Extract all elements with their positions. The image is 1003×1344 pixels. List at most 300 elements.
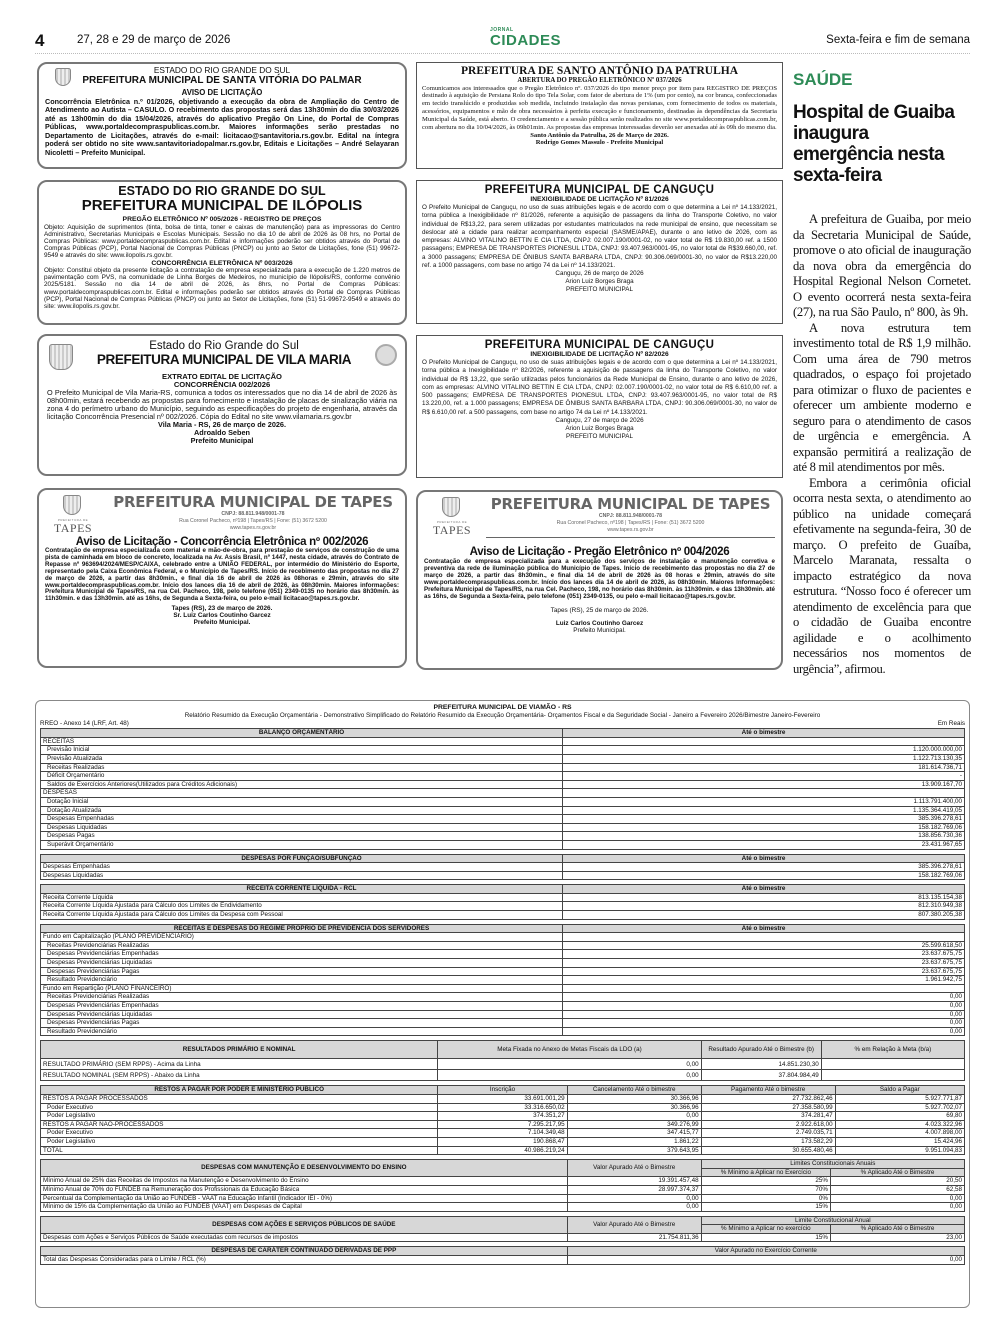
table-cell: 0,00 [563, 1019, 965, 1028]
news-article [793, 70, 971, 677]
table-cell: Resultado Previdenciário [41, 976, 563, 985]
table-cell: 37.804.984,49 [701, 1070, 821, 1081]
newspaper-logo [490, 27, 580, 49]
table-cell: 0,00 [438, 1059, 701, 1070]
table-cell: Mínimo de 15% da Complementação da União ao FUNDEB (VAAT) em Despesas de Capital [41, 1203, 568, 1212]
article-body [793, 212, 971, 677]
coat-of-arms-icon [55, 68, 71, 86]
section-kicker: SAÚDE [793, 70, 853, 89]
ad-title: PREFEITURA MUNICIPAL DE TAPES [113, 493, 393, 511]
table-row [41, 933, 965, 942]
logo-text: TAPES [432, 523, 472, 537]
table-cell: 13.909.167,70 [563, 780, 965, 789]
edition-date: 27, 28 e 29 de março de 2026 [77, 34, 231, 46]
table-cell: 33.316.650,02 [438, 1103, 567, 1112]
table-cell: 379.643,95 [567, 1146, 701, 1155]
ad-site: www.tapes.rs.gov.br [607, 527, 654, 533]
table-cell: 15% [701, 1203, 830, 1212]
report-title: PREFEITURA MUNICIPAL DE VIAMÃO - RS [433, 704, 572, 711]
table-row [41, 967, 965, 976]
table-cell: Poder Legislativo [41, 1112, 438, 1121]
ad-heading: Aviso de Licitação - Pregão Eletrônico nº 004/2026 [469, 546, 730, 558]
table-cell [563, 933, 965, 942]
ad-body: Contratação de empresa especializada para a execução dos serviços de instalação e manutenção corretiva e preventiva da rede de iluminação pública do Município de Tapes. Início de recebimento das propostas no dia 27 de março de 2026, a partir das 8h30min., e final dia 14 de abril de 2026 às 08 horas e 29min, através do site www.portaldecompraspublicas.com.br. Início dos lances dia 14 de abril de 2026, às 08h30min. Maiores Informações: Prefeitura Municipal de Tapes/RS, na rua Cel. Pacheco, 198, no horário das 8h30min. às 11h30min. e das 13h30min. até as 16hs, de Segunda a Sexta-feira, pelo telefone (051) 2349-0135, ou pelo e-mail licitacao@tapes.rs.gov.br. [424, 558, 775, 601]
table-row [41, 1002, 965, 1011]
table-row [41, 806, 965, 815]
table-cell: 7.295.217,95 [438, 1120, 567, 1129]
column-header: Até o bimestre [563, 924, 965, 933]
ad-signer: Rodrigo Gomes Massulo - Prefeito Municipal [535, 139, 664, 147]
seal-icon [375, 344, 397, 366]
table-ppp [40, 1246, 965, 1264]
table-cell: Despesas Previdenciárias Empenhadas [41, 950, 563, 959]
table-cell: 5.927.702,07 [835, 1103, 964, 1112]
table-cell: 385.396.278,61 [563, 863, 965, 872]
table-cell: 21.754.811,36 [567, 1233, 701, 1242]
table-row [41, 893, 965, 902]
ad-role: PREFEITO MUNICIPAL [566, 285, 633, 293]
table-cell: 0,00 [567, 1112, 701, 1121]
table-cell: RESULTADO NOMINAL (SEM RPPS) - Abaixo da Linha [41, 1070, 438, 1081]
table-row [41, 1177, 965, 1186]
table-cell: Dotação Inicial [41, 797, 563, 806]
article-headline: Hospital de Guaiba inaugura emergência nesta sexta-feira [793, 102, 955, 186]
table-cell: 40.986.219,24 [438, 1146, 567, 1155]
table-cell: 0,00 [567, 1203, 701, 1212]
table-row [41, 1112, 965, 1121]
table-cell: Despesas Empenhadas [41, 863, 563, 872]
ad-subtitle: AVISO DE LICITAÇÃO [181, 87, 263, 97]
table-cell: 23.637.675,75 [563, 959, 965, 968]
table-rpps [40, 924, 965, 1037]
table-cell: 5.927.771,87 [835, 1094, 964, 1103]
ad-state: Estado do Rio Grande do Sul [149, 340, 299, 352]
column-header: RESTOS A PAGAR POR PODER E MINISTÉRIO PÚBLICO [41, 1086, 438, 1095]
page-number: 4 [35, 31, 45, 50]
table-cell: 190.868,47 [438, 1137, 567, 1146]
column-header: % Aplicado Até o Bimestre [831, 1225, 965, 1234]
table-cell: 1.120.000.000,00 [563, 746, 965, 755]
table-row [41, 1185, 965, 1194]
ad-cangucu-81 [416, 180, 783, 324]
logo-text: TAPES [53, 521, 93, 535]
ad-state: ESTADO DO RIO GRANDE DO SUL [153, 65, 291, 75]
table-cell: Mínimo Anual de 70% do FUNDEB na Remuneração dos Profissionais da Educação Básica [41, 1185, 568, 1194]
table-row [41, 941, 965, 950]
table-cell: 347.415,77 [567, 1129, 701, 1138]
ad-place-date: Canguçu, 26 de março de 2026 [555, 270, 644, 278]
table-cell: Despesas Previdenciárias Pagas [41, 967, 563, 976]
tapes-logo [426, 520, 478, 536]
ad-cnpj: CNPJ: 88.811.948/0001-78 [598, 513, 663, 519]
column-header: RECEITA CORRENTE LÍQUIDA - RCL [41, 885, 563, 894]
ad-body: Objeto: Aquisição de suprimentos (tinta, bolsa de tinta, toner e caixas de manutenção) para as impressoras do Centro Administrativo, Secretarias Municipais e Escolas Municipais. Sessão no dia 10 de abril de 2026 às 08 hrs, no Portal de Compras Públicas: www.portaldecompraspublicas.com.br. Edital e informações poderão ser obtidos através do Portal de Compras Públicas (PCP), Portal Nacional de Compras Públicas (PNCP) ou junto ao Setor de Licitações, fone (51) 99672-9549 e através do site: www.ilopolis.rs.gov.br. [44, 223, 400, 260]
column-header: % Mínimo a Aplicar no Exercício [701, 1168, 830, 1177]
table-cell: 23.637.675,75 [563, 967, 965, 976]
ad-body: O Prefeito Municipal de Vila Maria-RS, comunica a todos os interessados que no dia 14 de abril de 2026 às 08h00min, estará recebendo as propostas para fornecimento e instalação de placas de sinalização viária na zona 4 do perímetro urbano do Município, seguindo as especificações do projeto de engenharia, através da licitação Concorrência Presencial nº 002/2026. Cópia do Edital no site www.vilamaria.rs.gov.br [47, 388, 397, 421]
table-cell: 23.431.967,65 [563, 840, 965, 849]
logo-small-text: PREFEITURA DE [57, 518, 89, 522]
table-cell: 19.391.457,48 [567, 1177, 701, 1186]
table-cell: 30.366,96 [567, 1094, 701, 1103]
table-row [41, 797, 965, 806]
table-cell: 4.023.322,96 [835, 1120, 964, 1129]
ad-body: Concorrência Eletrônica n.º 01/2026, objetivando a execução da obra de Ampliação do Centro de Atendimento ao Autista – CASULO. O recebimento das propostas será das 13h30min do dia 30/03/2026 até as 13h00min do dia 15/04/2026, através do aplicativo Pregão On Line, do Portal de Compras Públicas, www.portaldecompraspublicas.com.br. Maiores informações serão prestadas no Departamento de Licitações, através do e-mail: licitacao@santavitoria.rs.gov.br. Edital na íntegra poderá ser obtido no site www.santavitoriadopalmar.rs.gov.br, Editais e Licitações – André Selayaran Nicoletti – Prefeito Municipal. [45, 96, 399, 157]
table-row [41, 1027, 965, 1036]
table-row [41, 789, 965, 798]
ad-body: O Prefeito Municipal de Canguçu, no uso de suas atribuições legais e de acordo com o que determina a Lei nº 14.133/2021, torna pública a Inexigibilidade nº 81/2026, referente a aquisição de passagens da linha do Transporte Coletivo, no valor individual de R$13,22, para serem utilizadas por estudantes matriculados na rede municipal de ensino, que necessitam se deslocar até a cidade para realizar acompanhamento especial (SASME/APAE), durante o ano letivo de 2026, com as empresas: ALVINO VITALINO BETTIN E CIA LTDA, CNPJ: 02.007.190/0001-02, no valor total de R$ 19.830,00 ref. a 1500 passagens; EMPRESA DE TRANSPORTES PIONESUL LTDA, CNPJ: 93.407.963/0001-95, no valor total de R$39.660,00, ref. a 3000 passagens; EMPRESA DE ÔNIBUS SANTA BARBARA LTDA, CNPJ: 90.306.069/0001-30, no valor de R$13.220,00 ref. a 1000 passagens, com base no artigo 74 da Lei nº 14.133/2021. [422, 204, 777, 270]
ad-body: Comunicamos aos interessados que o Pregão Eletrônico nº. 037/2026 do tipo menor preço por item para REGISTRO DE PREÇOS destinado à aquisição de Persiana Rolo do tipo Tela Solar, com fator de abertura de 1% (um por cento), na cor branca, confeccionadas em tecido translúcido e produzidas sob medida, incluindo instalação das novas persianas, com fornecimento de todos os materiais, acessórios, equipamentos e mão de obra necessários à perfeita execução e funcionamento, destinadas às dependências da Secretaria Municipal da Saúde, está aberto. O credenciamento e a sessão pública serão realizados no site www.portaldecompraspublicas.com.br, com abertura no dia 10/04/2026, às 09h01min. As propostas das empresas interessadas deverão ser anexadas até às 09h do mesmo dia. [422, 84, 777, 132]
table-cell: Percentual da Complementação da União ao FUNDEB - VAAT na Educação Infantil (Indicador IEI - 0%) [41, 1194, 568, 1203]
column-header: Pagamento Até o bimestre [701, 1086, 835, 1095]
table-row [41, 772, 965, 781]
table-row [41, 1146, 965, 1155]
table-cell: Déficit Orçamentário [41, 772, 563, 781]
table-row [41, 902, 965, 911]
table-cell: Despesas Previdenciárias Liquidadas [41, 1010, 563, 1019]
table-row [41, 959, 965, 968]
ad-title: PREFEITURA DE SANTO ANTÔNIO DA PATRULHA [461, 65, 738, 77]
table-row [41, 863, 965, 872]
coat-of-arms-icon [442, 497, 460, 517]
ad-title: PREFEITURA MUNICIPAL DE ILÓPOLIS [81, 197, 363, 214]
table-row [41, 1137, 965, 1146]
table-cell [563, 984, 965, 993]
table-cell: 1.113.791.400,00 [563, 797, 965, 806]
table-cell: Receitas Realizadas [41, 763, 563, 772]
ad-body: Objeto: Constitui objeto da presente licitação a contratação de empresa especializada para a execução de 1.220 metros de pavimentação com PVS, na comunidade de Linha Borges de Medeiros, no município de Ilópolis/RS, conforme convênio 2025/5181. Sessão no dia 14 de abril de 2026, às 8hrs, no Portal de Compras Públicas: www.portaldecompraspublicas.com.br. Edital e informações poderão ser obtidos através do Portal de Compras Públicas (PCP), Portal Nacional de Compras Públicas (PNCP) ou junto ao Setor de Licitações, fone (51) 51-99672-9549 e através do site: www.ilopolis.rs.gov.br. [44, 267, 400, 311]
table-cell: 0% [701, 1194, 830, 1203]
column-header: DESPESAS COM AÇÕES E SERVIÇOS PÚBLICOS DE SAÚDE [41, 1216, 568, 1233]
ad-ilopolis [37, 180, 407, 325]
column-header: Até o bimestre [563, 729, 965, 738]
ad-heading: CONCORRÊNCIA ELETRÔNICA Nº 003/2026 [151, 259, 293, 267]
ad-signer: Adroaldo Seben [194, 428, 250, 437]
table-cell: - [563, 772, 965, 781]
ad-tapes-concorrencia [37, 488, 407, 668]
ad-body: Contratação de empresa especializada com material e mão-de-obra, para prestação de serviços de construção de uma pista de caminhada em bloco de concreto, localizada na Av. Assis Brasil, nº 1447, nesta cidade, através do Contrato de Repasse nº 963694/2024/MESP/CAIXA, celebrado entre a UNIÃO FEDERAL, por intermédio do Ministério do Esporte, representado pela Caixa Econômica Federal, e o Município de Tapes/RS. Início de recebimento das propostas no dia 27 de março de 2026, a partir das 8h30min., e final dia 16 de abril de 2026 às 08horas e 29min, através do site www.portaldecompraspublicas.com.br. Início dos lances dia 16 de abril de 2026, às 08h30min. Maiores informações: Prefeitura Municipal de Tapes/RS, na rua Cel. Pacheco, 198, pelo telefone (051) 2349-0135 no horário das 8h30min. às 11h30min. e das 13h30min. até as 16hs, de Segunda a Sexta-feira, ou pelo e-mail licitacao@tapes.rs.gov.br. [45, 547, 399, 603]
table-cell: Receita Corrente Líquida Ajustada para Cálculo dos Limites de Endividamento [41, 902, 563, 911]
column-header: Inscrição [438, 1086, 567, 1095]
table-cell [821, 1070, 964, 1081]
ad-body: O Prefeito Municipal de Canguçu, no uso de suas atribuições legais e de acordo com o que determina a Lei nº 14.133/2021, torna pública a Inexigibilidade nº 82/2026, referente a aquisição de passagens da linha do Transporte Coletivo, no valor individual de R$ 13,22, que serão utilizadas pelos funcionários da Rede Municipal de Ensino, durante o ano letivo de 2026, com as empresas: ALVINO VITALINO BETTIN E CIA LTDA, CNPJ: 02.007.190/0001-02, no valor total de R$ 6.610,00 ref. a 500 passagens; EMPRESA DE TRANSPORTES PIONESUL LTDA, CNPJ: 93.407.963/0001-95, no valor total de R$ 13.220,00, ref. a 1.000 passagens; EMPRESA DE ÔNIBUS SANTA BARBARA LTDA, CNPJ: 90.306.069/0001-30, no valor de R$ 6.610,00 ref. a 500 passagens, com base no artigo 74 da Lei nº 14.133/2021. [422, 359, 777, 416]
masthead [35, 27, 970, 54]
article-paragraph: A nova estrutura tem investimento total de R$ 1,9 milhão. Com uma área de 790 metros quadrados, o espaço foi projetado para otimizar o fluxo de pacientes e oferecer um ambiente moderno e seguro para o atendimento de casos de urgência e emergência. A expansão permitirá a realização de até 8 mil atendimentos por mês. [793, 320, 971, 474]
logo-small-text: JORNAL [490, 27, 514, 33]
report-subtitle: Relatório Resumido da Execução Orçamentária - Demonstrativo Simplificado do Relatório Resumido da Execução Orçamentária- Orçamentos Fiscal e da Seguridade Social - Janeiro a Fevereiro 2026/Bimestre Janeiro-Fevereiro [184, 712, 821, 719]
table-cell: 33.691.001,29 [438, 1094, 567, 1103]
table-cell: Despesas Pagas [41, 832, 563, 841]
table-cell: 14.851.230,30 [701, 1059, 821, 1070]
ad-title: PREFEITURA MUNICIPAL DE CANGUÇU [484, 339, 715, 351]
table-cell: 4.007.898,00 [835, 1129, 964, 1138]
column-header: Limites Constitucionais Anuais [701, 1160, 964, 1169]
table-row [41, 1010, 965, 1019]
table-cell: Receitas Previdenciárias Realizadas [41, 993, 563, 1002]
table-row [41, 1059, 965, 1070]
table-cell: 15.424,96 [835, 1137, 964, 1146]
table-cell: 173.582,29 [701, 1137, 835, 1146]
column-header: DESPESAS COM MANUTENÇÃO E DESENVOLVIMENTO DO ENSINO [41, 1160, 568, 1177]
table-cell: 1.122.713.130,35 [563, 754, 965, 763]
table-cell: 30.366,96 [567, 1103, 701, 1112]
table-row [41, 871, 965, 880]
table-row [41, 1203, 965, 1212]
table-cell: 0,00 [563, 1027, 965, 1036]
ad-title: PREFEITURA MUNICIPAL DE SANTA VITÓRIA DO PALMAR [82, 74, 362, 86]
table-cell: Despesas Liquidadas [41, 823, 563, 832]
table-cell: DESPESAS [41, 789, 563, 798]
table-cell: 812.310.949,38 [563, 902, 965, 911]
ad-title: PREFEITURA MUNICIPAL DE TAPES [490, 495, 771, 513]
table-cell: 2.922.618,00 [701, 1120, 835, 1129]
column-header: Meta Fixada no Anexo de Metas Fiscais da LDO (a) [438, 1041, 701, 1059]
table-cell: Resultado Previdenciário [41, 1027, 563, 1036]
ad-place-date: Santo Antônio da Patrulha, 26 de Março de 2026. [530, 131, 669, 139]
table-cell: TOTAL [41, 1146, 438, 1155]
table-cell: Total das Despesas Consideradas para o Limite / RCL (%) [41, 1256, 568, 1265]
ad-cangucu-82 [416, 335, 783, 478]
table-cell: 158.182.769,06 [563, 823, 965, 832]
table-row [41, 984, 965, 993]
column-header: Valor Apurado no Exercício Corrente [567, 1247, 964, 1256]
table-cell: 0,00 [563, 993, 965, 1002]
table-cell: 374.281,47 [701, 1112, 835, 1121]
ad-cnpj: CNPJ: 88.811.948/0001-78 [221, 511, 285, 517]
table-row [41, 911, 965, 920]
table-cell: 0,00 [567, 1194, 701, 1203]
table-cell: 0,00 [567, 1256, 964, 1265]
table-row [41, 976, 965, 985]
column-header: BALANÇO ORÇAMENTÁRIO [41, 729, 563, 738]
table-row [41, 754, 965, 763]
ad-heading: Aviso de Licitação - Concorrência Eletrônica nº 002/2026 [75, 536, 369, 548]
table-rcl [40, 884, 965, 919]
column-header: Até o bimestre [563, 854, 965, 863]
ad-address: Rua Coronel Pacheco, nº198 | Tapes/RS | Fone: (51) 3672 5200 [179, 518, 327, 524]
table-cell: Dotação Atualizada [41, 806, 563, 815]
ad-signer: Sr. Luiz Carlos Coutinho Garcez [173, 612, 271, 620]
table-cell: 0,00 [563, 1010, 965, 1019]
column-header: Cancelamento Até o bimestre [567, 1086, 701, 1095]
table-cell: 1.861,22 [567, 1137, 701, 1146]
column-header: % em Relação à Meta (b/a) [821, 1041, 964, 1059]
table-row [41, 737, 965, 746]
table-saude [40, 1216, 965, 1243]
table-cell: 813.135.154,38 [563, 893, 965, 902]
table-row [41, 746, 965, 755]
table-cell: Despesas Liquidadas [41, 871, 563, 880]
table-cell: 25.599.618,50 [563, 941, 965, 950]
column-header: Resultado Apurado Até o Bimestre (b) [701, 1041, 821, 1059]
table-row [41, 840, 965, 849]
table-cell: 158.182.769,06 [563, 871, 965, 880]
table-funcao [40, 854, 965, 881]
report-annex: RREO - Anexo 14 (LRF, Art. 48) [40, 719, 129, 727]
ad-role: Prefeito Municipal [190, 436, 254, 445]
ad-signer: Arion Luiz Borges Braga [565, 278, 634, 286]
financial-report [35, 700, 970, 1308]
table-cell: Receita Corrente Líquida Ajustada para Cálculo dos Limites da Despesa com Pessoal [41, 911, 563, 920]
table-cell: 9.951.094,83 [835, 1146, 964, 1155]
table-cell: 138.856.730,36 [563, 832, 965, 841]
table-cell: Poder Executivo [41, 1129, 438, 1138]
table-cell: 27.358.580,99 [701, 1103, 835, 1112]
table-cell: 2.749.035,71 [701, 1129, 835, 1138]
table-cell: Receitas Previdenciárias Realizadas [41, 941, 563, 950]
table-cell: Receita Corrente Líquida [41, 893, 563, 902]
ad-role: Prefeito Municipal. [573, 626, 626, 634]
ad-signer: Arion Luiz Borges Braga [565, 424, 634, 432]
table-cell: Poder Executivo [41, 1103, 438, 1112]
ad-site: www.tapes.rs.gov.br [229, 525, 277, 531]
column-header: Limite Constitucional Anual [701, 1216, 964, 1225]
ad-subtitle: CONCORRÊNCIA 002/2026 [173, 380, 271, 389]
table-row [41, 1233, 965, 1242]
ad-signer: Luiz Carlos Coutinho Garcez [555, 619, 644, 627]
table-row [41, 993, 965, 1002]
table-cell: Superávit Orçamentário [41, 840, 563, 849]
table-restos [40, 1085, 965, 1155]
column-header: RESULTADOS PRIMÁRIO E NOMINAL [41, 1041, 438, 1059]
table-cell: 181.614.736,71 [563, 763, 965, 772]
column-header: DESPESAS DE CARÁTER CONTINUADO DERIVADAS DE PPP [41, 1247, 568, 1256]
table-cell [563, 789, 965, 798]
column-header: DESPESAS POR FUNÇÃO/SUBFUNÇÃO [41, 854, 563, 863]
column-header: Até o bimestre [563, 885, 965, 894]
table-cell: RESULTADO PRIMÁRIO (SEM RPPS) - Acima da Linha [41, 1059, 438, 1070]
logo-small-text: PREFEITURA DE [436, 520, 468, 524]
column-header: % Aplicado Até o Bimestre [831, 1168, 965, 1177]
table-cell: 23.637.675,75 [563, 950, 965, 959]
table-cell [821, 1059, 964, 1070]
ad-subtitle: EXTRATO EDITAL DE LICITAÇÃO [162, 372, 282, 381]
table-cell: 807.380.205,38 [563, 911, 965, 920]
table-cell: 23,00 [831, 1233, 965, 1242]
ad-role: PREFEITO MUNICIPAL [566, 432, 633, 440]
table-row [41, 832, 965, 841]
ad-subtitle: INEXIGIBILIDADE DE LICITAÇÃO Nº 82/2026 [530, 351, 669, 358]
table-balanco [40, 728, 965, 849]
ad-santa-vitoria [37, 62, 407, 169]
table-cell: 20,50 [831, 1177, 965, 1186]
table-cell: 0,00 [831, 1194, 965, 1203]
ad-tapes-pregao [416, 490, 783, 670]
table-cell: 349.276,99 [567, 1120, 701, 1129]
table-cell [563, 737, 965, 746]
table-cell: 70% [701, 1185, 830, 1194]
ad-place-date: Tapes (RS), 23 de março de 2026. [171, 605, 273, 613]
column-header: RECEITAS E DESPESAS DO REGIME PRÓPRIO DE PREVIDÊNCIA DOS SERVIDORES [41, 924, 563, 933]
table-row [41, 1019, 965, 1028]
ad-place-date: Vila Maria - RS, 26 de março de 2026. [157, 420, 287, 429]
table-cell: 28.997.374,37 [567, 1185, 701, 1194]
table-cell: 15% [701, 1233, 830, 1242]
column-header: Valor Apurado Até o Bimestre [567, 1216, 701, 1233]
table-cell: 1.961.942,75 [563, 976, 965, 985]
table-cell: 27.732.862,46 [701, 1094, 835, 1103]
ad-subtitle: INEXIGIBILIDADE DE LICITAÇÃO Nº 81/2026 [530, 196, 669, 203]
ad-place-date: Tapes (RS), 25 de março de 2026. [550, 606, 649, 614]
coat-of-arms-icon [49, 344, 73, 370]
table-cell: 0,00 [563, 1002, 965, 1011]
table-row [41, 1256, 965, 1265]
table-cell: RESTOS A PAGAR PROCESSADOS [41, 1094, 438, 1103]
table-row [41, 780, 965, 789]
table-cell: Despesas Previdenciárias Pagas [41, 1019, 563, 1028]
edition-label: Sexta-feira e fim de semana [826, 34, 970, 46]
table-cell: Previsão Inicial [41, 746, 563, 755]
table-resultados [40, 1040, 965, 1081]
divider [486, 537, 775, 538]
ad-subtitle: ABERTURA DO PREGÃO ELETRÔNICO Nº 037/2026 [517, 77, 682, 84]
table-cell: 25% [701, 1177, 830, 1186]
table-cell: 0,00 [831, 1203, 965, 1212]
ad-vila-maria [37, 334, 407, 476]
ad-title: PREFEITURA MUNICIPAL DE CANGUÇU [484, 184, 715, 196]
column-header: Valor Apurado Até o Bimestre [567, 1160, 701, 1177]
ad-place-date: Canguçu, 27 de março de 2026 [555, 417, 644, 425]
table-cell: 69,80 [835, 1112, 964, 1121]
ad-state: ESTADO DO RIO GRANDE DO SUL [118, 184, 326, 198]
report-unit: Em Reais [937, 719, 965, 727]
table-row [41, 1070, 965, 1081]
table-cell: Poder Legislativo [41, 1137, 438, 1146]
table-cell: Despesas com Ações e Serviços Públicos de Saúde executadas com recursos de impostos [41, 1233, 568, 1242]
table-cell: Despesas Previdenciárias Empenhadas [41, 1002, 563, 1011]
column-header: % Mínimo a Aplicar no exercício [701, 1225, 830, 1234]
table-row [41, 950, 965, 959]
coat-of-arms-icon [63, 495, 81, 515]
ad-address: Rua Coronel Pacheco, nº198 | Tapes/RS | Fone: (51) 3672 5200 [556, 520, 705, 526]
column-header: Saldo a Pagar [835, 1086, 964, 1095]
table-cell: RECEITAS [41, 737, 563, 746]
ad-santo-antonio [416, 62, 783, 169]
tapes-logo [47, 518, 99, 534]
table-row [41, 823, 965, 832]
table-cell: Fundo em Repartição (PLANO FINANCEIRO) [41, 984, 563, 993]
table-cell: Mínimo Anual de 25% das Receitas de Impostos na Manutenção e Desenvolvimento do Ensino [41, 1177, 568, 1186]
table-row [41, 763, 965, 772]
table-cell: Previsão Atualizada [41, 754, 563, 763]
logo-big-text: CIDADES [490, 32, 562, 49]
table-row [41, 1120, 965, 1129]
table-cell: 30.655.480,46 [701, 1146, 835, 1155]
table-row [41, 1194, 965, 1203]
table-cell: 7.104.349,48 [438, 1129, 567, 1138]
table-cell: Despesas Previdenciárias Liquidadas [41, 959, 563, 968]
table-cell: RESTOS A PAGAR NÃO-PROCESSADOS [41, 1120, 438, 1129]
table-cell: 1.135.364.419,05 [563, 806, 965, 815]
table-cell: Fundo em Capitalização (PLANO PREVIDENCIÁRIO) [41, 933, 563, 942]
table-cell: 0,00 [438, 1070, 701, 1081]
table-cell: Saldos de Exercícios Anteriores(Utilizados para Créditos Adicionais) [41, 780, 563, 789]
table-cell: 62,58 [831, 1185, 965, 1194]
ad-role: Prefeito Municipal. [193, 619, 251, 627]
article-paragraph: A prefeitura de Guaiba, por meio da Secretaria Municipal de Saúde, promove o ato oficial de inauguração da nova obra da emergência do Hospital Regional Nelson Cornetet. O evento ocorrerá nesta sexta-feira (27), na rua São Paulo, nº 800, às 9h. [793, 212, 971, 319]
table-cell: 385.396.278,61 [563, 815, 965, 824]
ad-title: PREFEITURA MUNICIPAL DE VILA MARIA [96, 352, 352, 367]
table-cell: 374.351,27 [438, 1112, 567, 1121]
ad-heading: PREGÃO ELETRÔNICO Nº 005/2026 - REGISTRO DE PREÇOS [122, 216, 322, 223]
table-row [41, 1103, 965, 1112]
table-cell: Despesas Empenhadas [41, 815, 563, 824]
table-row [41, 1129, 965, 1138]
table-row [41, 815, 965, 824]
table-row [41, 1094, 965, 1103]
table-mde [40, 1159, 965, 1212]
article-paragraph: Embora a cerimônia oficial ocorra nesta sexta, o atendimento ao público na unidade começará efetivamente na segunda-feira, 30 de março. O prefeito de Guaíba, Marcelo Maranata, ressalta o impacto estratégico da nova estrutura. “Nosso foco é oferecer um atendimento de excelência para que o cidadão de Guaiba encontre agilidade e o acolhimento necessários nos momentos de urgência”, afirmou. [793, 475, 971, 676]
